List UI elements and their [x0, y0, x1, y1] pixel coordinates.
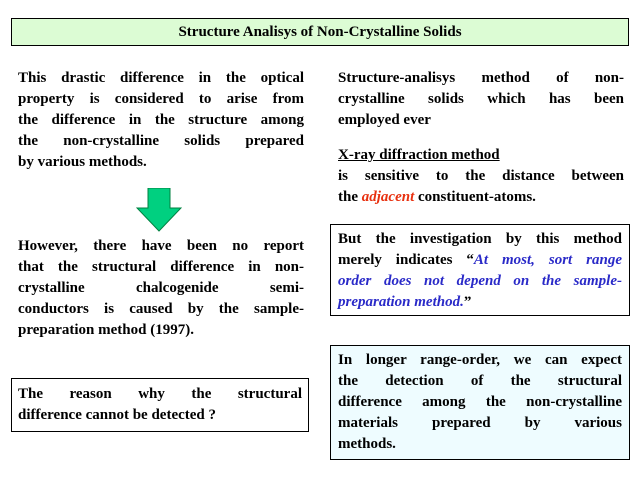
text-line: However, there have been no report [18, 238, 304, 254]
reason-question-box [11, 378, 309, 432]
text-line: This drastic difference in the optical [18, 70, 304, 86]
text-line: the difference in the structure among [18, 112, 304, 128]
text-line: the non-crystalline solids prepared [18, 133, 304, 149]
text-line: crystalline chalcogenide semi- [18, 280, 304, 296]
text-fragment: constituent-atoms. [414, 189, 536, 205]
method-intro-paragraph [338, 68, 624, 131]
text-line: difference cannot be detected ? [18, 407, 217, 423]
text-line [338, 187, 624, 208]
emphasis-quote: preparation method. [338, 294, 464, 310]
no-report-paragraph [18, 236, 304, 341]
text-line: by various methods. [18, 154, 147, 170]
text-fragment: the [338, 189, 362, 205]
text-line: In longer range-order, we can expect [338, 352, 622, 368]
xray-method-paragraph [338, 145, 624, 208]
text-line: property is considered to arise from [18, 91, 304, 107]
text-line: The reason why the structural [18, 386, 302, 402]
text-fragment: ” [463, 294, 472, 310]
text-line: Structure-analisys method of non- [338, 70, 624, 86]
xray-heading: X-ray diffraction method [338, 147, 500, 163]
text-line: difference among the non-crystalline [338, 394, 622, 410]
text-line [338, 292, 622, 313]
emphasis-adjacent: adjacent [361, 189, 415, 205]
emphasis-quote: At most, sort range [473, 252, 622, 268]
text-line: methods. [338, 436, 396, 452]
text-line: that the structural difference in non- [18, 259, 304, 275]
text-line: But the investigation by this method [338, 231, 622, 247]
optical-difference-paragraph [18, 68, 304, 173]
text-line: is sensitive to the distance between [338, 168, 624, 184]
text-line: crystalline solids which has been [338, 91, 624, 107]
text-line: materials prepared by various [338, 415, 622, 431]
emphasis-quote: order does not depend on the sample- [338, 273, 622, 289]
text-line: preparation method (1997). [18, 322, 194, 338]
down-arrow-icon [136, 188, 182, 232]
text-line: conductors is caused by the sample- [18, 301, 304, 317]
slide-title: Structure Analisys of Non-Crystalline Solids [11, 18, 629, 46]
text-line: the detection of the structural [338, 373, 622, 389]
text-fragment: merely indicates “ [338, 252, 474, 268]
text-line [338, 250, 622, 271]
investigation-box [330, 224, 630, 316]
text-line: employed ever [338, 112, 431, 128]
longer-range-box [330, 345, 630, 460]
